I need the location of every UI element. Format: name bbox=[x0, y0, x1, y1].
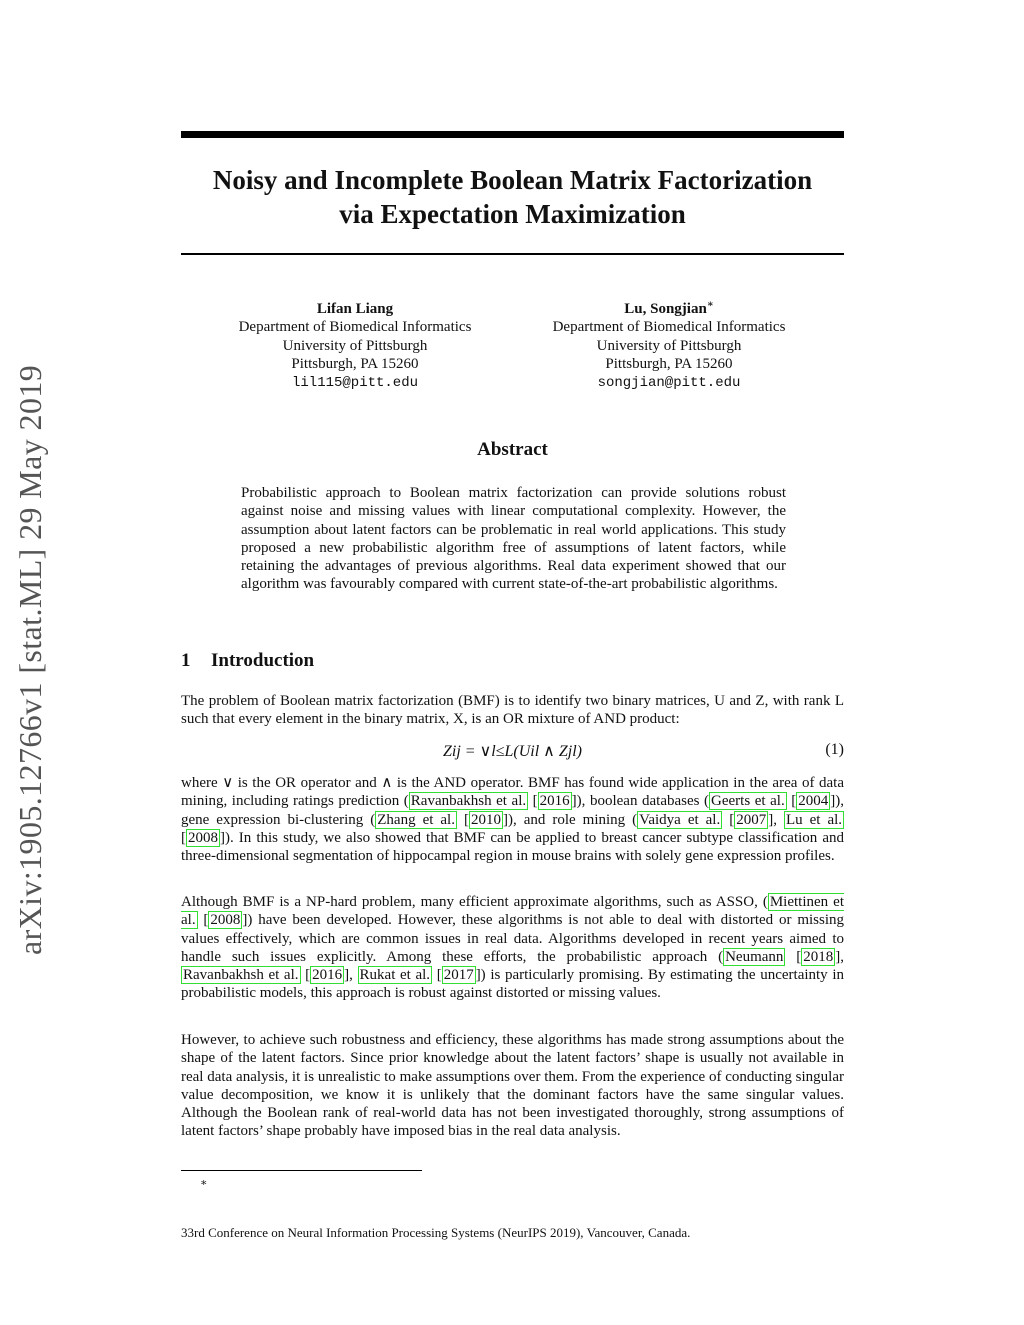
author-email[interactable]: lil115@pitt.edu bbox=[291, 374, 419, 391]
section-heading-introduction bbox=[181, 650, 314, 672]
abstract-text: Probabilistic approach to Boolean matrix factorization can provide solutions robust against noise and missing values with linear computational complexity. However, the assumption about latent factors can be problematic in real world applications. This study proposed a new probabilistic algorithm free of assumptions of latent factors, while retaining the advantages of previous algorithms. Real data experiment showed that our algorithm was favourably compared with current state-of-the-art probabilistic algorithms. bbox=[241, 485, 786, 593]
author-name: Lifan Liang bbox=[316, 301, 394, 317]
intro-paragraph-4: However, to achieve such robustness and efficiency, these algorithms has made strong assumptions about the shape of the latent factors. Since prior knowledge about the latent factors’ shape is usually not available in real data analysis, it is unrealistic to make assumptions over them. From the experience of conducting singular value decomposition, we know it is unlikely that the dominant factors have the same singular values. Although the Boolean rank of real-world data has not been investigated thoroughly, strong assumptions of latent factors’ shape probably have imposed bias in the real data analysis. bbox=[181, 1032, 844, 1140]
citation-year-link[interactable]: 2004 bbox=[798, 793, 829, 810]
citation-link[interactable]: Ravanbakhsh et al. bbox=[183, 967, 299, 984]
intro-paragraph-1: The problem of Boolean matrix factorization (BMF) is to identify two binary matrices, U and Z, with rank L such that every element in the binary matrix, X, is an OR mixture of AND product: bbox=[181, 693, 844, 728]
author-name: Lu, Songjian∗ bbox=[624, 299, 714, 317]
citation-link[interactable]: Miettinen et al. bbox=[181, 894, 844, 929]
author-address: Pittsburgh, PA 15260 bbox=[605, 356, 733, 373]
paper-title-line-2: via Expectation Maximization bbox=[339, 199, 686, 229]
author-department: Department of Biomedical Informatics bbox=[238, 319, 472, 336]
footnote-rule bbox=[181, 1170, 422, 1171]
citation-year-link[interactable]: 2017 bbox=[443, 967, 474, 984]
citation-link[interactable]: Vaidya et al. bbox=[639, 811, 721, 828]
footnote-marker[interactable]: ∗ bbox=[706, 299, 714, 310]
intro-paragraph-3: Although BMF is a NP-hard problem, many efficient approximate algorithms, such as ASSO, ( Miettinen et al. [ 2008 ]) have been developed. However, these algorithms is not able to deal with distorted or missing values effectively, which are common issues in real data. Algorithms developed in recent years aimed to handle such issues explicitly. Among these efforts, the probabilistic approach ( Neumann [ 2018 ], Ravanbakhsh et al. [ 2016 ], Rukat et al. [ 2017 ]) is particularly promising. By estimating the uncertainty in probabilistic models, this approach is robust against distorted or missing values. bbox=[181, 894, 844, 1002]
citation-year-link[interactable]: 2008 bbox=[188, 829, 218, 846]
section-title: Introduction bbox=[211, 650, 315, 671]
author-address: Pittsburgh, PA 15260 bbox=[291, 356, 419, 373]
author-department: Department of Biomedical Informatics bbox=[552, 319, 786, 336]
title-bottom-rule bbox=[181, 253, 844, 255]
equation-number: (1) bbox=[825, 741, 844, 758]
citation-link[interactable]: Geerts et al. bbox=[711, 793, 785, 810]
abstract-heading: Abstract bbox=[477, 439, 548, 460]
equation-expression: Zij = ∨l≤L(Uil ∧ Zjl) bbox=[442, 743, 583, 760]
author-block-1 bbox=[205, 300, 505, 392]
paper-title bbox=[181, 163, 844, 231]
paper-title-line-1: Noisy and Incomplete Boolean Matrix Factorization bbox=[212, 165, 813, 195]
citation-year-link[interactable]: 2007 bbox=[736, 811, 767, 828]
author-email[interactable]: songjian@pitt.edu bbox=[597, 374, 741, 391]
section-number: 1 bbox=[181, 650, 191, 671]
equation-1 bbox=[181, 741, 844, 763]
citation-year-link[interactable]: 2016 bbox=[539, 793, 570, 810]
citation-link[interactable]: Zhang et al. bbox=[377, 811, 455, 828]
author-university: University of Pittsburgh bbox=[596, 337, 742, 354]
footnote-mark: ∗ bbox=[200, 1177, 208, 1189]
citation-year-link[interactable]: 2010 bbox=[470, 811, 501, 828]
citation-year-link[interactable]: 2018 bbox=[803, 948, 834, 965]
citation-link[interactable]: Lu et al. bbox=[785, 811, 843, 828]
venue-footer: 33rd Conference on Neural Information Processing Systems (NeurIPS 2019), Vancouver, Canada. bbox=[181, 1225, 691, 1240]
title-top-rule bbox=[181, 131, 844, 138]
author-block-2 bbox=[519, 300, 819, 392]
arxiv-stamp-text: arXiv:1905.12766v1 [stat.ML] 29 May 2019 bbox=[12, 364, 48, 955]
citation-year-link[interactable]: 2008 bbox=[210, 912, 241, 929]
author-university: University of Pittsburgh bbox=[282, 337, 428, 354]
citation-link[interactable]: Neumann bbox=[725, 948, 784, 965]
citation-year-link[interactable]: 2016 bbox=[312, 967, 343, 984]
intro-paragraph-2: where ∨ is the OR operator and ∧ is the AND operator. BMF has found wide application in the area of data mining, including ratings prediction ( Ravanbakhsh et al. [ 2016 ]), boolean databases ( Geerts et al. [ 2004 ]), gene expression bi-clustering ( Zhang et al. [ 2010 ]), and role mining ( Vaidya et al. [ 2007 ], Lu et al. [ 2008 ]). In this study, we also showed that BMF can be applied to breast cancer subtype classification and three-dimensional segmentation of hippocampal region in mouse brains with solely gene expression profiles. bbox=[181, 775, 845, 865]
citation-link[interactable]: Ravanbakhsh et al. bbox=[410, 793, 527, 810]
citation-link[interactable]: Rukat et al. bbox=[359, 967, 431, 984]
